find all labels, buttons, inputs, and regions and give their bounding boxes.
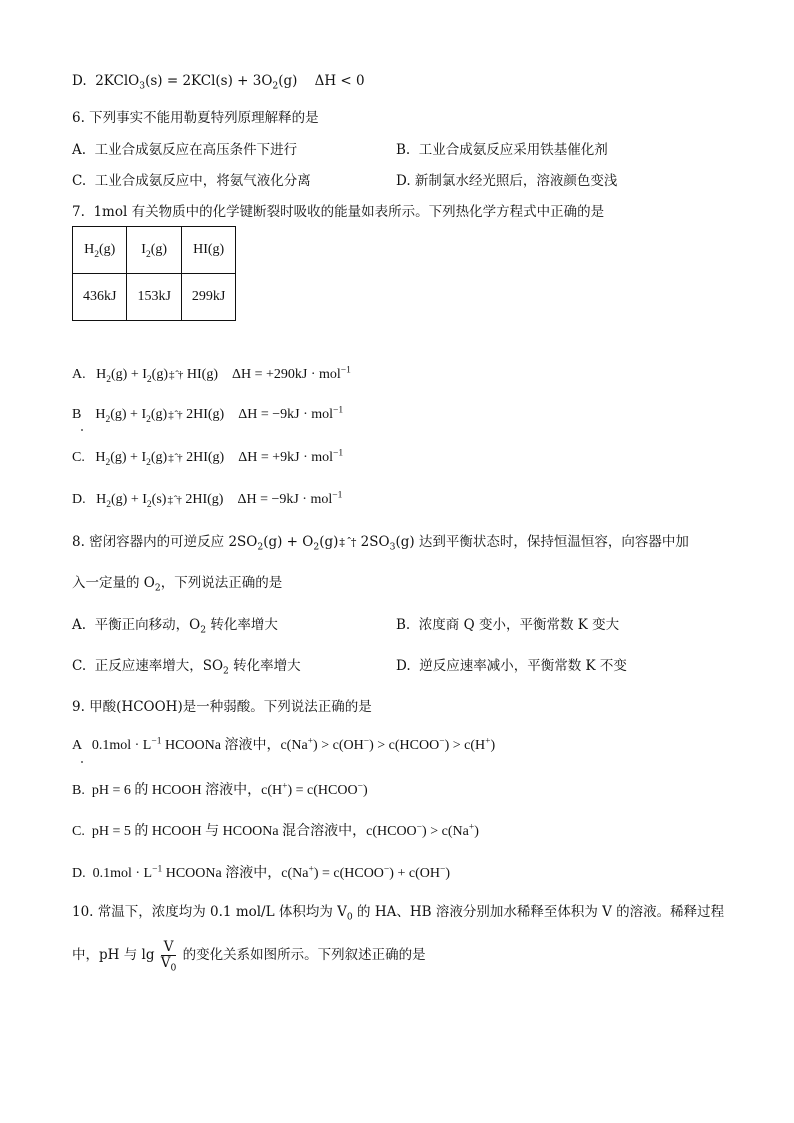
- text-run: (g): [150, 450, 168, 465]
- text-run: (g): [99, 242, 116, 257]
- subscript: 2: [272, 80, 279, 92]
- text-run: A 0.1mol · L: [72, 738, 152, 753]
- text-run: D. H: [72, 492, 107, 507]
- q8-option-a: [72, 615, 278, 635]
- superscript: +: [307, 736, 314, 747]
- text-run: 2HI(g) ΔH = +9kJ · mol: [182, 450, 334, 465]
- text-run: B. 浓度商 Q 变小，平衡常数 K 变大: [396, 617, 620, 633]
- text-run: 转化率增大: [228, 658, 301, 674]
- subscript: 2: [313, 541, 320, 553]
- superscript: −1: [152, 864, 163, 875]
- text-run: (g): [151, 367, 168, 382]
- text-run: (g): [150, 407, 168, 422]
- text-run: ) + c(OH: [389, 866, 440, 881]
- superscript: +: [282, 781, 288, 792]
- text-run: (g) + I: [110, 407, 147, 422]
- subscript: 2: [154, 582, 161, 594]
- text-run: (g): [150, 242, 168, 257]
- superscript: +: [485, 736, 491, 747]
- q6-stem: [72, 108, 319, 128]
- q8-option-c: [72, 656, 301, 676]
- text-run: (g): [319, 534, 339, 550]
- text-run: HI(g): [193, 242, 225, 257]
- bond-table-header: [73, 227, 127, 274]
- q8-stem-line2: [72, 573, 282, 593]
- bond-table-value: 153kJ: [127, 274, 181, 321]
- superscript: −1: [340, 365, 351, 376]
- text-run: HCOONa 溶液中，c(Na: [162, 866, 309, 881]
- subscript: 2: [106, 499, 111, 510]
- subscript: 2: [106, 374, 111, 385]
- q7-option-c: [72, 448, 343, 468]
- fraction-numerator: V: [161, 940, 177, 956]
- superscript: −1: [151, 736, 162, 747]
- q6-option-c: [72, 171, 311, 191]
- text-run: (s) = 2KCl(s) + 3O: [145, 73, 273, 89]
- subscript: 3: [139, 80, 146, 92]
- superscript: −1: [333, 405, 344, 416]
- subscript: 2: [94, 249, 99, 260]
- q7-option-b: [72, 405, 343, 425]
- superscript: −: [439, 736, 445, 747]
- subscript: 2: [146, 499, 152, 510]
- q7-option-a: [72, 365, 351, 385]
- bond-table-header: [181, 227, 235, 274]
- superscript: −: [383, 864, 390, 875]
- text-run: ，下列说法正确的是: [160, 575, 283, 591]
- equilibrium-arrow: ‡ ˆ†: [168, 452, 182, 464]
- q7-option-d: [72, 490, 342, 510]
- subscript: 0: [346, 911, 353, 923]
- text-run: B. 工业合成氨反应采用铁基催化剂: [396, 142, 608, 158]
- text-run: (g) ΔH < 0: [278, 73, 365, 89]
- superscript: −: [357, 781, 363, 792]
- text-run: ) = c(HCOO: [287, 783, 358, 798]
- q8-stem-line1: [72, 532, 689, 553]
- superscript: +: [468, 822, 475, 833]
- q10-text-pre: 中，pH 与 lg: [72, 947, 155, 963]
- text-run: 入一定量的 O: [72, 575, 155, 591]
- text-run: I: [141, 242, 146, 257]
- subscript: 2: [105, 457, 111, 468]
- q9-stem: [72, 697, 372, 717]
- subscript: 2: [146, 374, 152, 385]
- subscript: 2: [257, 541, 264, 553]
- q9-option-c: [72, 822, 479, 842]
- subscript: 2: [145, 249, 151, 260]
- text-run: 2HI(g) ΔH = −9kJ · mol: [182, 407, 334, 422]
- text-run: ) > c(Na: [422, 824, 469, 839]
- superscript: +: [308, 864, 314, 875]
- bond-table-value: 299kJ: [181, 274, 235, 321]
- text-run: (s): [151, 492, 167, 507]
- text-run: (g) 达到平衡状态时，保持恒温恒容，向容器中加: [395, 534, 689, 550]
- text-run: D. 逆反应速率减小，平衡常数 K 不变: [396, 658, 627, 674]
- q6-option-b: [396, 140, 608, 160]
- text-run: ): [474, 824, 479, 839]
- bond-table-header: [127, 227, 181, 274]
- subscript: 2: [200, 624, 207, 636]
- subscript: 2: [105, 414, 111, 425]
- q10-text-post: 的变化关系如图所示。下列叙述正确的是: [182, 947, 426, 963]
- text-run: B H: [72, 407, 106, 422]
- superscript: −: [416, 822, 423, 833]
- bond-energy-table: [72, 226, 236, 321]
- q10-stem-line2: [72, 939, 426, 974]
- superscript: −: [363, 736, 370, 747]
- text-run: HCOONa 溶液中，c(Na: [161, 738, 308, 753]
- text-run: A. 平衡正向移动，O: [72, 617, 201, 633]
- subscript: 3: [389, 541, 396, 553]
- text-run: C. 正反应速率增大，SO: [72, 658, 224, 674]
- text-run: 转化率增大: [206, 617, 278, 633]
- superscript: −1: [332, 490, 343, 501]
- text-run: A. H: [72, 367, 107, 382]
- subscript: 2: [146, 414, 151, 425]
- q8-option-b: [396, 615, 619, 635]
- equilibrium-arrow: ‡ ˆ†: [339, 536, 356, 549]
- text-run: ): [490, 738, 496, 753]
- q8-option-d: [396, 656, 627, 676]
- bond-table-header-row: [73, 227, 236, 274]
- scan-speck: [81, 761, 83, 763]
- text-run: (g) + I: [110, 450, 147, 465]
- text-run: ) > c(HCOO: [369, 738, 440, 753]
- q5-option-d: [72, 71, 365, 91]
- subscript: 2: [223, 665, 229, 677]
- text-run: ) = c(HCOO: [313, 866, 384, 881]
- q9-option-d: [72, 864, 450, 884]
- text-run: HI(g) ΔH = +290kJ · mol: [183, 367, 341, 382]
- subscript: 2: [146, 457, 151, 468]
- equilibrium-arrow: ‡ ˆ†: [168, 369, 183, 381]
- bond-table-value-row: [73, 274, 236, 321]
- text-run: D. 0.1mol · L: [72, 866, 153, 881]
- text-run: ): [445, 866, 450, 881]
- text-run: ) > c(OH: [313, 738, 364, 753]
- q6-option-d: [396, 171, 617, 191]
- q10-stem-line1: [72, 902, 724, 922]
- text-run: 10. 常温下，浓度均为 0.1 mol/L 体积均为 V: [72, 904, 347, 920]
- q6-option-a: [72, 140, 297, 160]
- text-run: 7. 1mol 有关物质中的化学键断裂时吸收的能量如表所示。下列热化学方程式中正确的是: [72, 204, 605, 220]
- text-run: C. H: [72, 450, 106, 465]
- scan-speck: [81, 429, 83, 431]
- fraction-denominator: $V_0$: [160, 955, 177, 974]
- text-run: 2SO: [356, 534, 390, 550]
- superscript: −1: [333, 448, 344, 459]
- text-run: ) > c(H: [444, 738, 486, 753]
- text-run: D. 新制氯水经光照后，溶液颜色变浅: [396, 173, 618, 189]
- text-run: (g) + I: [111, 492, 147, 507]
- text-run: D. 2KClO: [72, 73, 140, 89]
- v-over-v0-fraction: [160, 939, 177, 974]
- q7-stem: [72, 202, 604, 222]
- text-run: 的 HA、HB 溶液分别加水稀释至体积为 V 的溶液。稀释过程: [352, 904, 725, 920]
- text-run: 2HI(g) ΔH = −9kJ · mol: [181, 492, 333, 507]
- text-run: H: [84, 242, 95, 257]
- text-run: (g) + O: [263, 534, 314, 550]
- text-run: (g) + I: [111, 367, 147, 382]
- text-run: ): [362, 783, 368, 798]
- text-run: A. 工业合成氨反应在高压条件下进行: [72, 142, 298, 158]
- text-run: 9. 甲酸(HCOOH)是一种弱酸。下列说法正确的是: [72, 699, 372, 715]
- equilibrium-arrow: ‡ ˆ†: [167, 494, 181, 506]
- bond-table-value: 436kJ: [73, 274, 127, 321]
- superscript: −: [439, 864, 446, 875]
- q9-option-a: [72, 736, 495, 756]
- text-run: B. pH = 6 的 HCOOH 溶液中，c(H: [72, 783, 283, 798]
- text-run: 8. 密闭容器内的可逆反应 2SO: [72, 534, 258, 550]
- equilibrium-arrow: ‡ ˆ†: [168, 409, 182, 421]
- text-run: C. pH = 5 的 HCOOH 与 HCOONa 混合溶液中，c(HCOO: [72, 824, 417, 839]
- text-run: 6. 下列事实不能用勒夏特列原理解释的是: [72, 110, 319, 126]
- text-run: C. 工业合成氨反应中，将氨气液化分离: [72, 173, 311, 189]
- q9-option-b: [72, 781, 368, 801]
